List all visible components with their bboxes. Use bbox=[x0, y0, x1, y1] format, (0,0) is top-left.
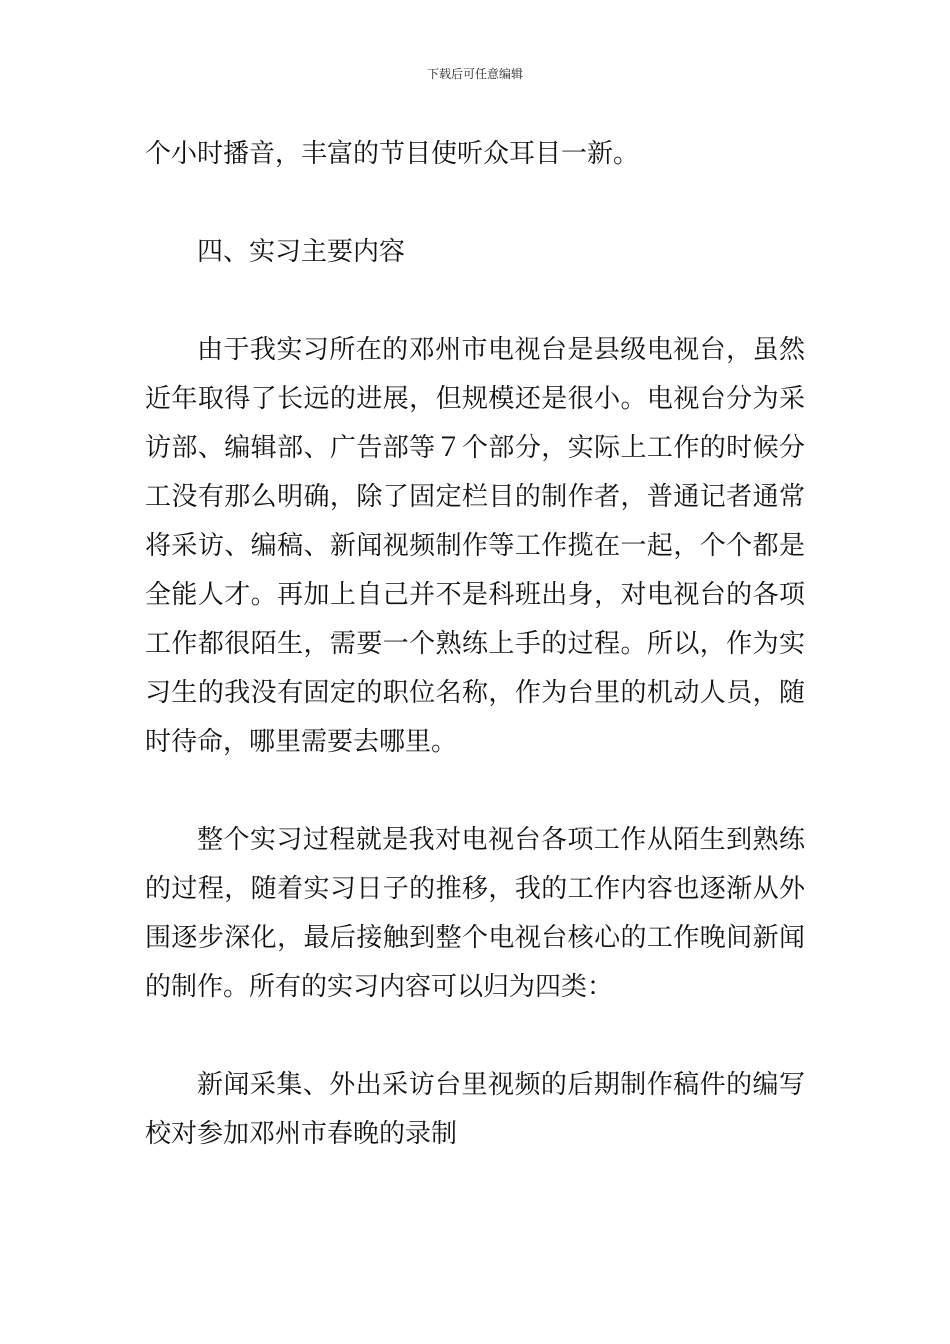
paragraph-internship-categories: 新闻采集、外出采访台里视频的后期制作稿件的编写校对参加邓州市春晚的录制 bbox=[145, 1070, 805, 1149]
paragraph-continuation: 个小时播音，丰富的节目使听众耳目一新。 bbox=[145, 139, 640, 169]
section-heading: 四、实习主要内容 bbox=[197, 237, 406, 267]
document-body bbox=[145, 130, 805, 1159]
paragraph-gap bbox=[145, 277, 805, 326]
paragraph-internship-overview: 由于我实习所在的邓州市电视台是县级电视台，虽然近年取得了长远的进展，但规模还是很小。电视台分为采访部、编辑部、广告部等７个部分，实际上工作的时候分工没有那么明确，除了固定栏目的制作者，普通记者通常将采访、编稿、新闻视频制作等工作揽在一起，个个都是全能人才。再加上自己并不是科班出身，对电视台的各项工作都很陌生，需要一个熟练上手的过程。所以，作为实习生的我没有固定的职位名称，作为台里的机动人员，随时待命，哪里需要去哪里。 bbox=[145, 335, 805, 757]
paragraph-internship-process: 整个实习过程就是我对电视台各项工作从陌生到熟练的过程，随着实习日子的推移，我的工作内容也逐渐从外围逐步深化，最后接触到整个电视台核心的工作晚间新闻的制作。所有的实习内容可以归为四类： bbox=[145, 825, 805, 1002]
page-header-note: 下载后可任意编辑 bbox=[426, 67, 523, 81]
paragraph-gap bbox=[145, 767, 805, 816]
paragraph-gap bbox=[145, 1012, 805, 1061]
paragraph-gap bbox=[145, 179, 805, 228]
